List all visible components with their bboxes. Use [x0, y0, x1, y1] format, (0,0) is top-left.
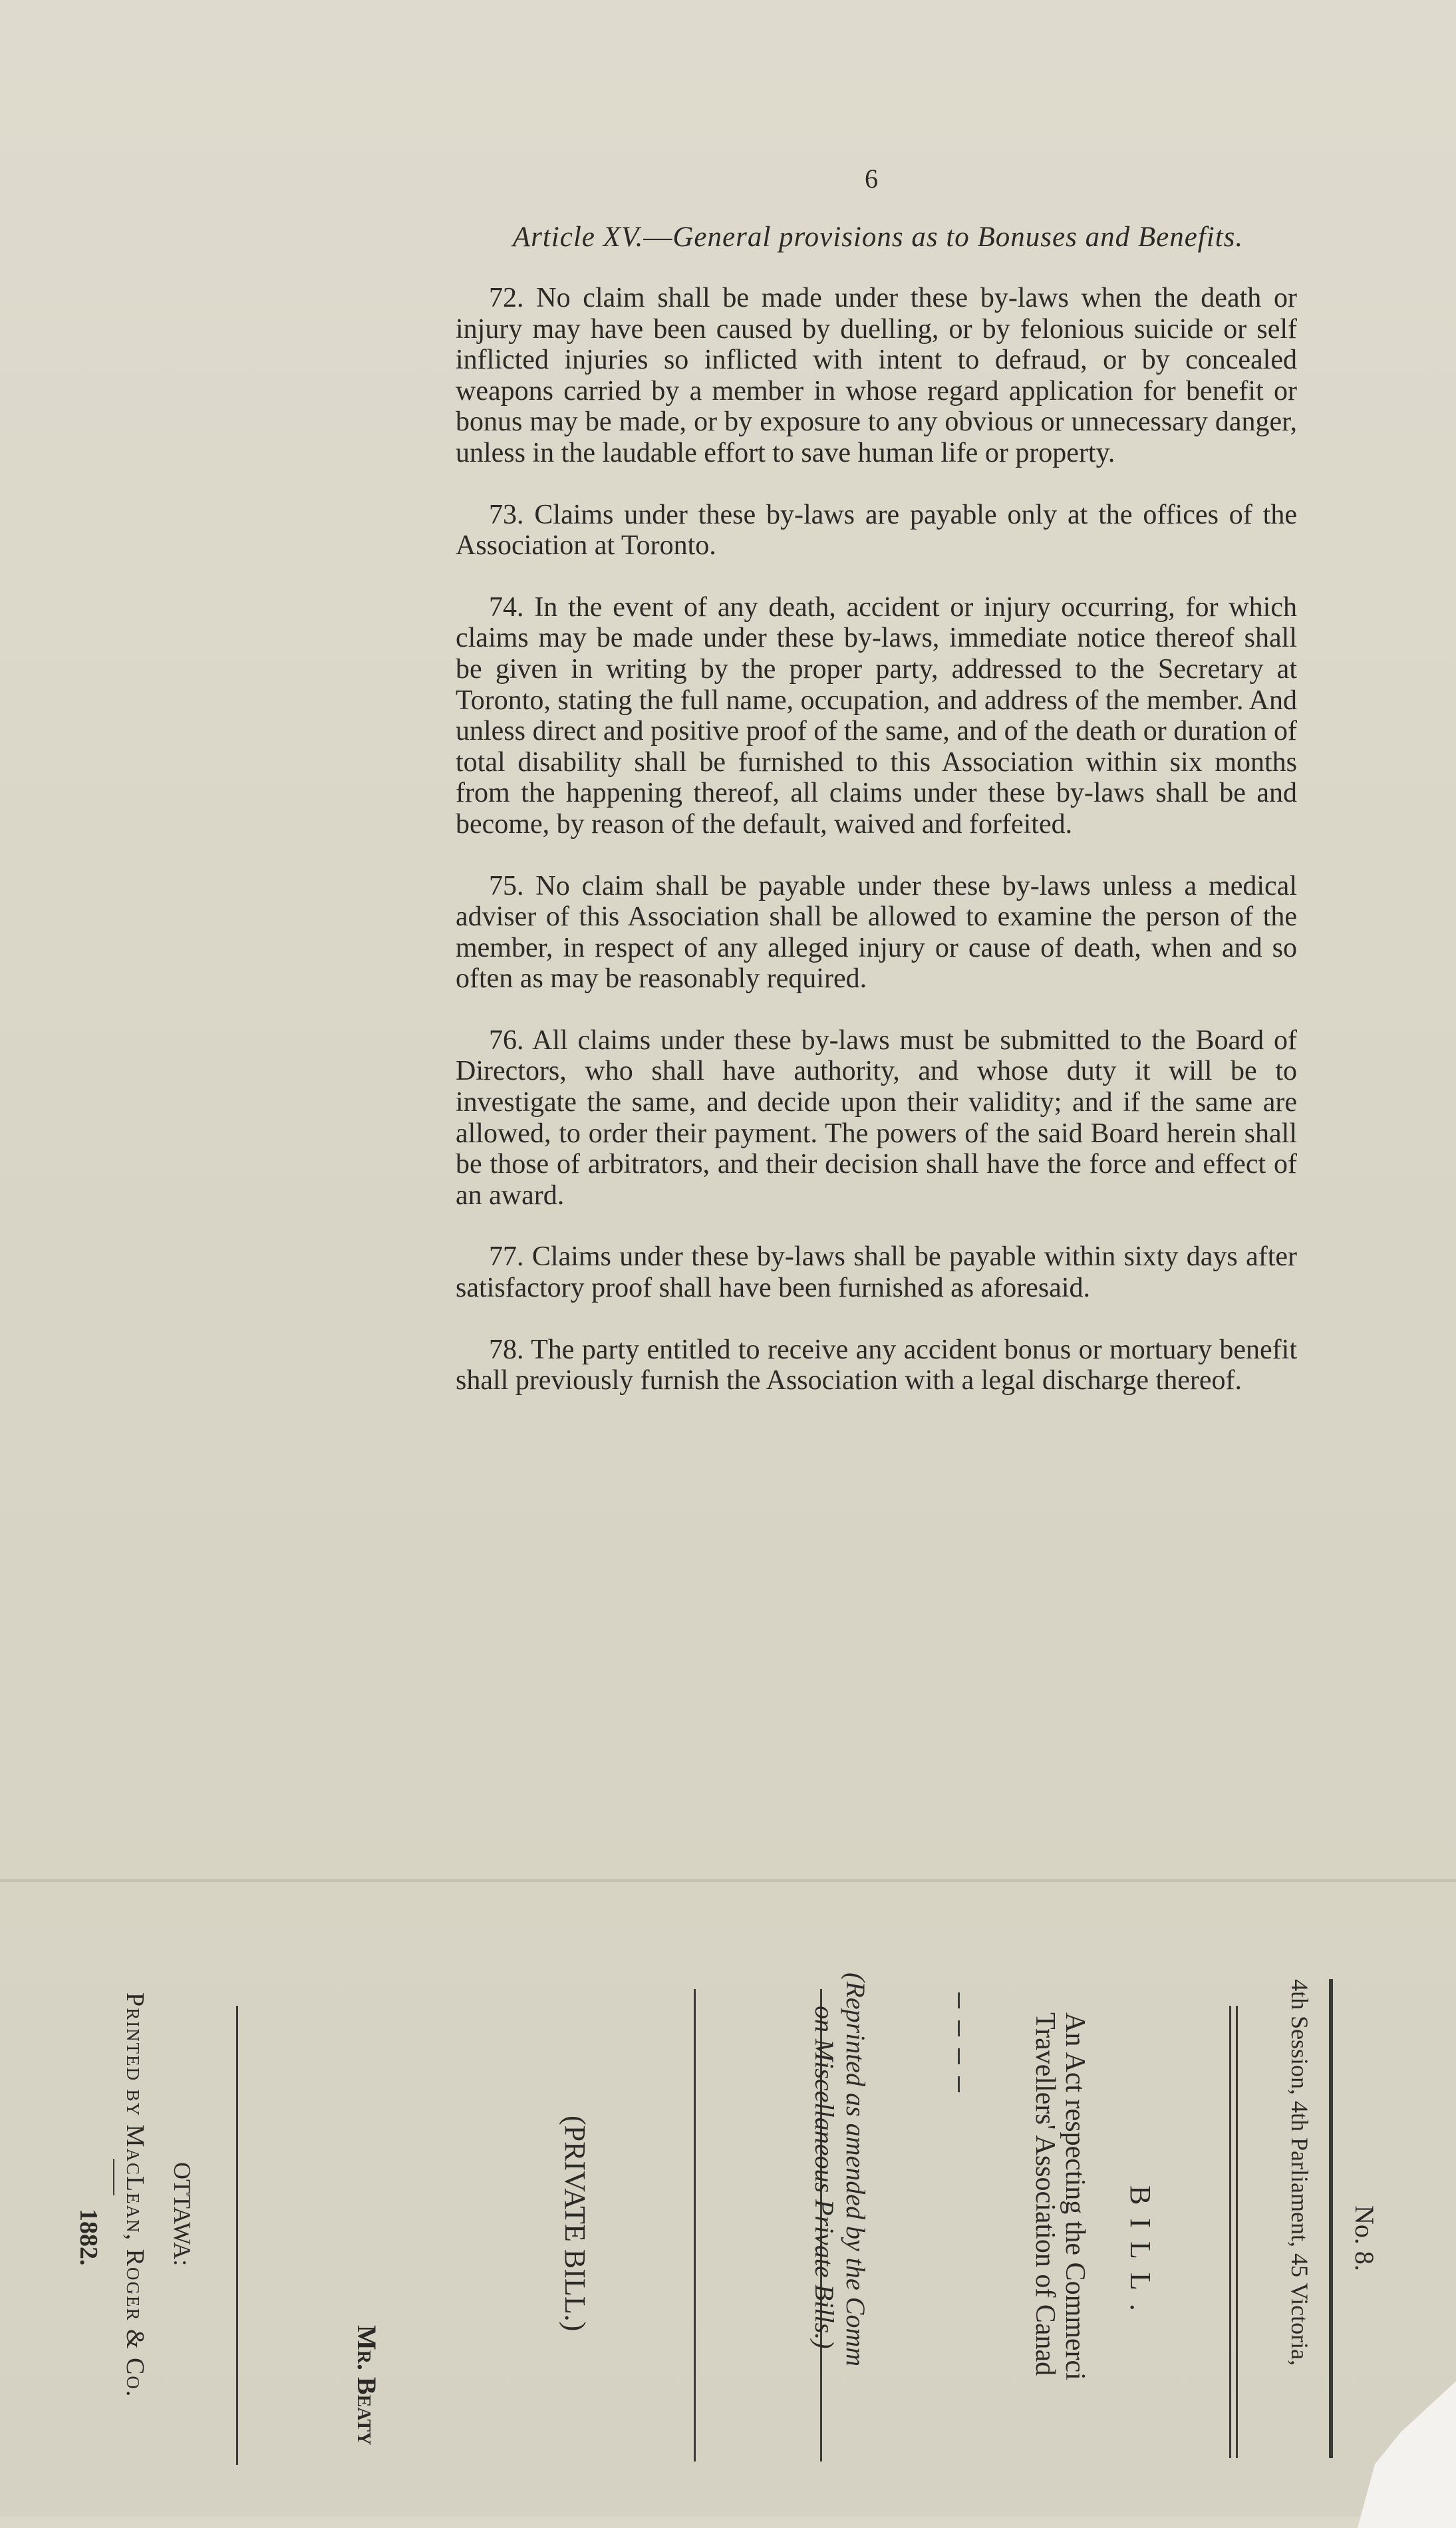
bill-number: No. 8. — [1350, 2205, 1380, 2271]
sponsor-name: Mr. Beaty — [352, 2325, 382, 2446]
page-fold-line — [0, 1879, 1456, 1882]
private-bill-label: (PRIVATE BILL.) — [559, 2116, 591, 2332]
place-label: OTTAWA: — [169, 2162, 196, 2267]
clause-77: 77. Claims under these by-laws shall be payable within sixty days after satisfactory proof shall have been furnished as aforesaid. — [456, 1241, 1297, 1304]
clause-78: 78. The party entitled to receive any accident bonus or mortuary benefit shall previously furnish the Association with a legal discharge thereof. — [456, 1334, 1297, 1396]
cover-rule-middle — [694, 1989, 696, 2461]
clause-73: 73. Claims under these by-laws are payable only at the offices of the Association at Toronto. — [456, 499, 1297, 561]
cover-double-rule-a — [1236, 2006, 1238, 2458]
clause-72: 72. No claim shall be made under these by-laws when the death or injury may have been caused by duelling, or by felonious suicide or self inflicted injuries so inflicted with intent to defraud, or by concealed weapons carried by a member in whose regard application for benefit or bonus may be made, or by exposure to any obvious or unnecessary danger, unless in the laudable effort to save human life or property. — [456, 283, 1297, 468]
article-label: Article XV. — [512, 222, 644, 253]
session-line: 4th Session, 4th Parliament, 45 Victoria, — [1286, 1979, 1313, 2366]
cover-rule-left — [236, 2006, 238, 2465]
printer-line: Printed by MacLean, Roger & Co. — [121, 1992, 149, 2398]
article-title: General provisions as to Bonuses and Benefits. — [672, 222, 1244, 253]
bill-cover-rotated — [67, 1953, 1380, 2458]
clause-76: 76. All claims under these by-laws must be submitted to the Board of Directors, who shall have authority, and whose duty it will be to investigate the same, and decide upon their validity; and if the same are allowed, to order their payment. The powers of the said Board herein shall be those of arbitrators, and their decision shall have the force and effect of an award. — [456, 1025, 1297, 1211]
clause-75: 75. No claim shall be payable under these by-laws unless a medical adviser of this Association shall be allowed to examine the person of the member, in respect of any alleged injury or cause of death, when and so often as may be reasonably required. — [456, 870, 1297, 995]
article-heading — [456, 221, 1300, 253]
act-title-line-1: An Act respecting the Commerci — [1060, 2012, 1090, 2380]
clause-74: 74. In the event of any death, accident or injury occurring, for which claims may be made under these by-laws, immediate notice thereof shall be given in writing by the proper party, addressed to the Secretary at Toronto, stating the full name, occupation, and address of the member. And unless direct and positive proof of the same, and of the death or duration of total disability shall be furnished to this Association within six months from the happening thereof, all claims under these by-laws shall be and become, by reason of the default, waived and forfeited. — [456, 591, 1297, 840]
cover-double-rule-b — [1229, 2006, 1231, 2458]
cover-dashed-rule — [958, 1992, 960, 2092]
act-title-line-2: Travellers' Association of Canad — [1030, 2012, 1060, 2376]
cover-thick-rule — [1329, 1979, 1333, 2458]
year-label: 1882. — [74, 2209, 102, 2266]
article-dash: — — [643, 222, 673, 253]
bill-heading: BILL. — [1124, 2185, 1157, 2324]
cover-short-rule — [113, 2159, 114, 2195]
clause-list — [456, 283, 1297, 1427]
page-number: 6 — [865, 164, 878, 194]
reprint-note-line-2: on Miscellaneous Private Bills.) — [809, 2006, 839, 2349]
reprint-note-line-1: (Reprinted as amended by the Comm — [841, 1973, 871, 2367]
